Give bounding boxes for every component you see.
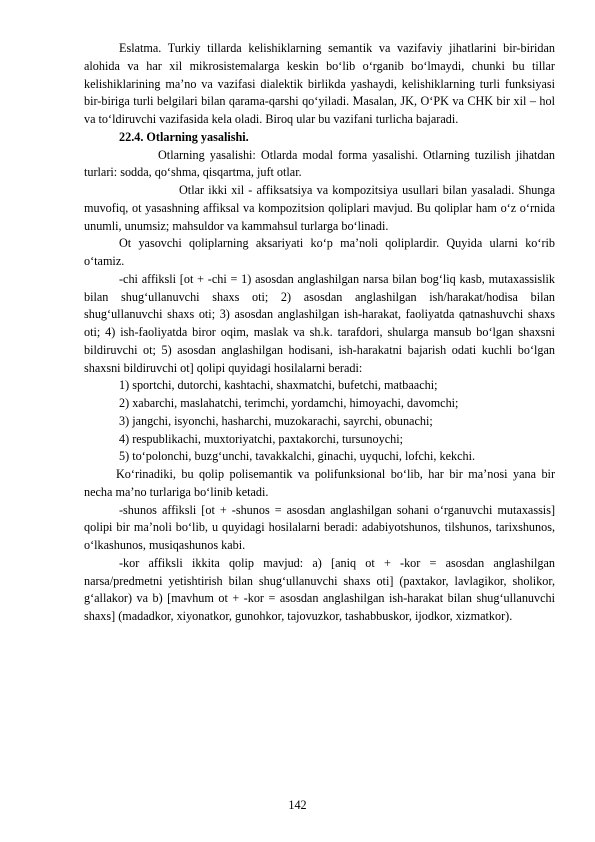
methods-paragraph: Otlar ikki xil - affiksatsiya va kompozitsiya usullari bilan yasaladi. Shunga muvofiq, ot yasashning affiksal va kompozitsion qoliplari mavjud. Bu qoliplar ham o‘z o‘rnida unumli, unumsiz; mahsuldor va kammahsul turlarga bo‘linadi. — [84, 183, 555, 233]
polysemy-paragraph: Ot yasovchi qoliplarning aksariyati ko‘p ma’noli qoliplardir. Quyida ularni ko‘rib o‘tamiz. — [84, 236, 555, 268]
section-heading: 22.4. Otlarning yasalishi. — [119, 129, 249, 144]
page-number: 142 — [288, 798, 307, 812]
shunos-affix-paragraph: -shunos affiksli [ot + -shunos = asosdan anglashilgan sohani o‘rganuvchi mutaxassis] qolipi bir ma’noli bo‘lib, u quyidagi hosilalarni beradi: adabiyotshunos, tilshunos, tarixshunos, o‘lkashunos, musiqashunos kabi. — [84, 502, 555, 552]
example-list-item: 3) jangchi, isyonchi, hasharchi, muzokarachi, sayrchi, obunachi; — [119, 413, 433, 428]
example-list-item: 5) to‘polonchi, buzg‘unchi, tavakkalchi, ginachi, uyquchi, lofchi, kekchi. — [119, 449, 476, 464]
formation-intro-paragraph: Otlarning yasalishi: Otlarda modal forma yasalishi. Otlarning tuzilish jihatdan turlari: sodda, qo‘shma, qisqartma, juft otlar. — [84, 147, 555, 180]
note-paragraph: Eslatma. Turkiy tillarda kelishiklarning semantik va vazifaviy jihatlarini bir-biridan alohida va har xil mikrosistemalarga keskin bo‘lib o‘rganib bo‘lmaydi, chunki bu tillar kelishiklarining ma’no va vazifasi dialektik birlikda yashaydi, kelishiklarning turli funksiyasi bir-biriga turli belgilari bilan qarama-qarshi qo‘yiladi. Masalan, JK, O‘PK va CHK bir xil – hol va to‘ldiruvchi vazifasida kela oladi. Biroq ular bu vazifani turlicha bajaradi. — [84, 41, 555, 126]
example-list-item: 4) respublikachi, muxtoriyatchi, paxtakorchi, tursunoychi; — [119, 431, 403, 446]
example-list-item: 2) xabarchi, maslahatchi, terimchi, yordamchi, himoyachi, davomchi; — [119, 396, 459, 410]
example-list-item: 1) sportchi, dutorchi, kashtachi, shaxmatchi, bufetchi, matbaachi; — [119, 378, 438, 393]
kor-affix-paragraph: -kor affiksli ikkita qolip mavjud: a) [aniq ot + -kor = asosdan anglashilgan narsa/predmetni yetishtirish bilan shug‘ullanuvchi shaxs oti] (paxtakor, lavlagikor, sholikor, g‘allakor) va b) [mavhum ot + -kor = asosdan anglashilgan ish-harakat bilan shug‘ullanuvchi shaxs] (madadkor, xiyonatkor, gunohkor, tajovuzkor, tashabbuskor, ijodkor, xizmatkor). — [84, 555, 555, 623]
document-page — [84, 40, 555, 626]
chi-affix-paragraph: -chi affiksli [ot + -chi = 1) asosdan anglashilgan narsa bilan bog‘liq kasb, mutaxassislik bilan shug‘ullanuvchi shaxs oti; 2) asosdan anglashilgan ish/harakat/hodisa bilan shug‘ullanuvchi shaxs oti; 3) asosdan anglashilgan ish-harakat, faoliyatda qatnashuvchi shaxs oti; 4) ish-faoliyatda biror oqim, maslak va sh.k. tarafdori, shularga mansub bo‘lgan shaxsni bildiruvchi ot; 5) asosdan anglashilgan hodisani, ish-harakatni bajarish odati kuchli bo‘lgan shaxsni bildiruvchi ot] qolipi quyidagi hosilalarni beradi: — [84, 271, 555, 375]
conclusion-paragraph: Ko‘rinadiki, bu qolip polisemantik va polifunksional bo‘lib, har bir ma’nosi yana bir necha ma’no turlariga bo‘linib ketadi. — [84, 467, 555, 499]
